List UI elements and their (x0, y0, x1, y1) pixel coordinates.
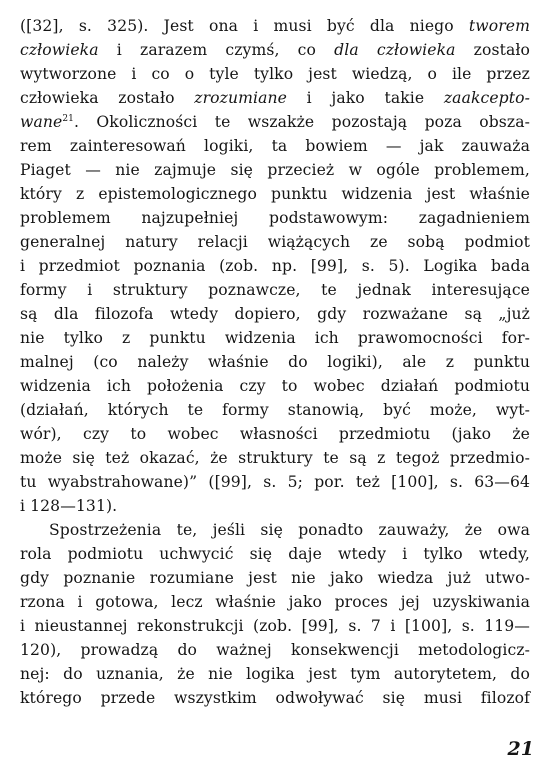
text-run: są dla filozofa wtedy dopiero, gdy rozważane są „już (20, 305, 530, 323)
text-run: może się też okazać, że struktury te są z tegoż przedmio- (20, 449, 530, 467)
emphasis-run: zrozumiane (194, 89, 287, 107)
text-run: ([32], s. 325). Jest ona i musi być dla niego (20, 17, 469, 35)
text-line (20, 158, 530, 182)
text-line (20, 206, 530, 230)
text-run: malnej (co należy właśnie do logiki), ale z punktu (20, 353, 530, 371)
text-line (20, 14, 530, 38)
text-run: którego przede wszystkim odwoływać się musi filozof (20, 689, 530, 707)
text-line (20, 350, 530, 374)
text-line (49, 518, 530, 542)
text-run: rola podmiotu uchwycić się daje wtedy i tylko wtedy, (20, 545, 530, 563)
text-line (20, 542, 530, 566)
text-line (20, 494, 530, 518)
text-line (20, 254, 530, 278)
text-run: i zarazem czymś, co (98, 41, 335, 59)
page-number: 21 (507, 738, 534, 760)
text-run: Piaget — nie zajmuje się przecież w ogóle problemem, (20, 161, 530, 179)
text-run: człowieka zostało (20, 89, 195, 107)
emphasis-run: tworem (468, 17, 530, 35)
text-line (20, 638, 530, 662)
text-run: i nieustannej rekonstrukcji (zob. [99], s. 7 i [100], s. 119— (20, 617, 530, 635)
emphasis-run: człowieka (20, 41, 99, 59)
text-line (20, 566, 530, 590)
text-run: i jako takie (286, 89, 444, 107)
text-run: . Okoliczności te wszakże pozostają poza obsza- (73, 113, 530, 131)
text-line (20, 302, 530, 326)
text-run: i przedmiot poznania (zob. np. [99], s. 5). Logika bada (20, 257, 530, 275)
footnote-marker: 21 (62, 114, 74, 124)
text-line (20, 182, 530, 206)
text-run: który z epistemologicznego punktu widzenia jest właśnie (20, 185, 530, 203)
text-line (20, 662, 530, 686)
text-line (20, 374, 530, 398)
text-line (20, 686, 530, 710)
text-line (20, 38, 530, 62)
text-line (20, 446, 530, 470)
text-run: nie tylko z punktu widzenia ich prawomocności for- (20, 329, 530, 347)
text-run: wór), czy to wobec własności przedmiotu (jako że (20, 425, 530, 443)
text-run: nej: do uznania, że nie logika jest tym autorytetem, do (20, 665, 530, 683)
text-line (20, 398, 530, 422)
text-line (20, 62, 530, 86)
text-line (20, 230, 530, 254)
text-run: i 128—131). (20, 497, 118, 515)
text-run: formy i struktury poznawcze, te jednak interesujące (20, 281, 530, 299)
text-run: wytworzone i co o tyle tylko jest wiedzą, o ile przez (20, 65, 530, 83)
text-line (20, 86, 530, 110)
text-run: 120), prowadzą do ważnej konsekwencji metodologicz- (20, 641, 530, 659)
text-line (20, 422, 530, 446)
text-run: gdy poznanie rozumiane jest nie jako wiedza już utwo- (20, 569, 530, 587)
text-run: tu wyabstrahowane)” ([99], s. 5; por. też [100], s. 63—64 (20, 473, 530, 491)
emphasis-run: wane (20, 113, 63, 131)
text-run: rem zainteresowań logiki, ta bowiem — jak zauważa (20, 137, 530, 155)
text-run: problemem najzupełniej podstawowym: zagadnieniem (20, 209, 530, 227)
text-line (20, 326, 530, 350)
text-line (20, 470, 530, 494)
emphasis-run: dla człowieka (334, 41, 456, 59)
text-line (20, 590, 530, 614)
text-line (20, 278, 530, 302)
emphasis-run: zaakcepto- (443, 89, 530, 107)
text-run: rzona i gotowa, lecz właśnie jako proces jej uzyskiwania (20, 593, 530, 611)
text-run: (działań, których te formy stanowią, być może, wyt- (20, 401, 530, 419)
text-line (20, 134, 530, 158)
text-run: generalnej natury relacji wiążących ze sobą podmiot (20, 233, 530, 251)
text-line (20, 110, 530, 134)
text-run: widzenia ich położenia czy to wobec działań podmiotu (20, 377, 530, 395)
text-run: zostało (455, 41, 530, 59)
text-run: Spostrzeżenia te, jeśli się ponadto zauważy, że owa (49, 521, 530, 539)
text-line (20, 614, 530, 638)
